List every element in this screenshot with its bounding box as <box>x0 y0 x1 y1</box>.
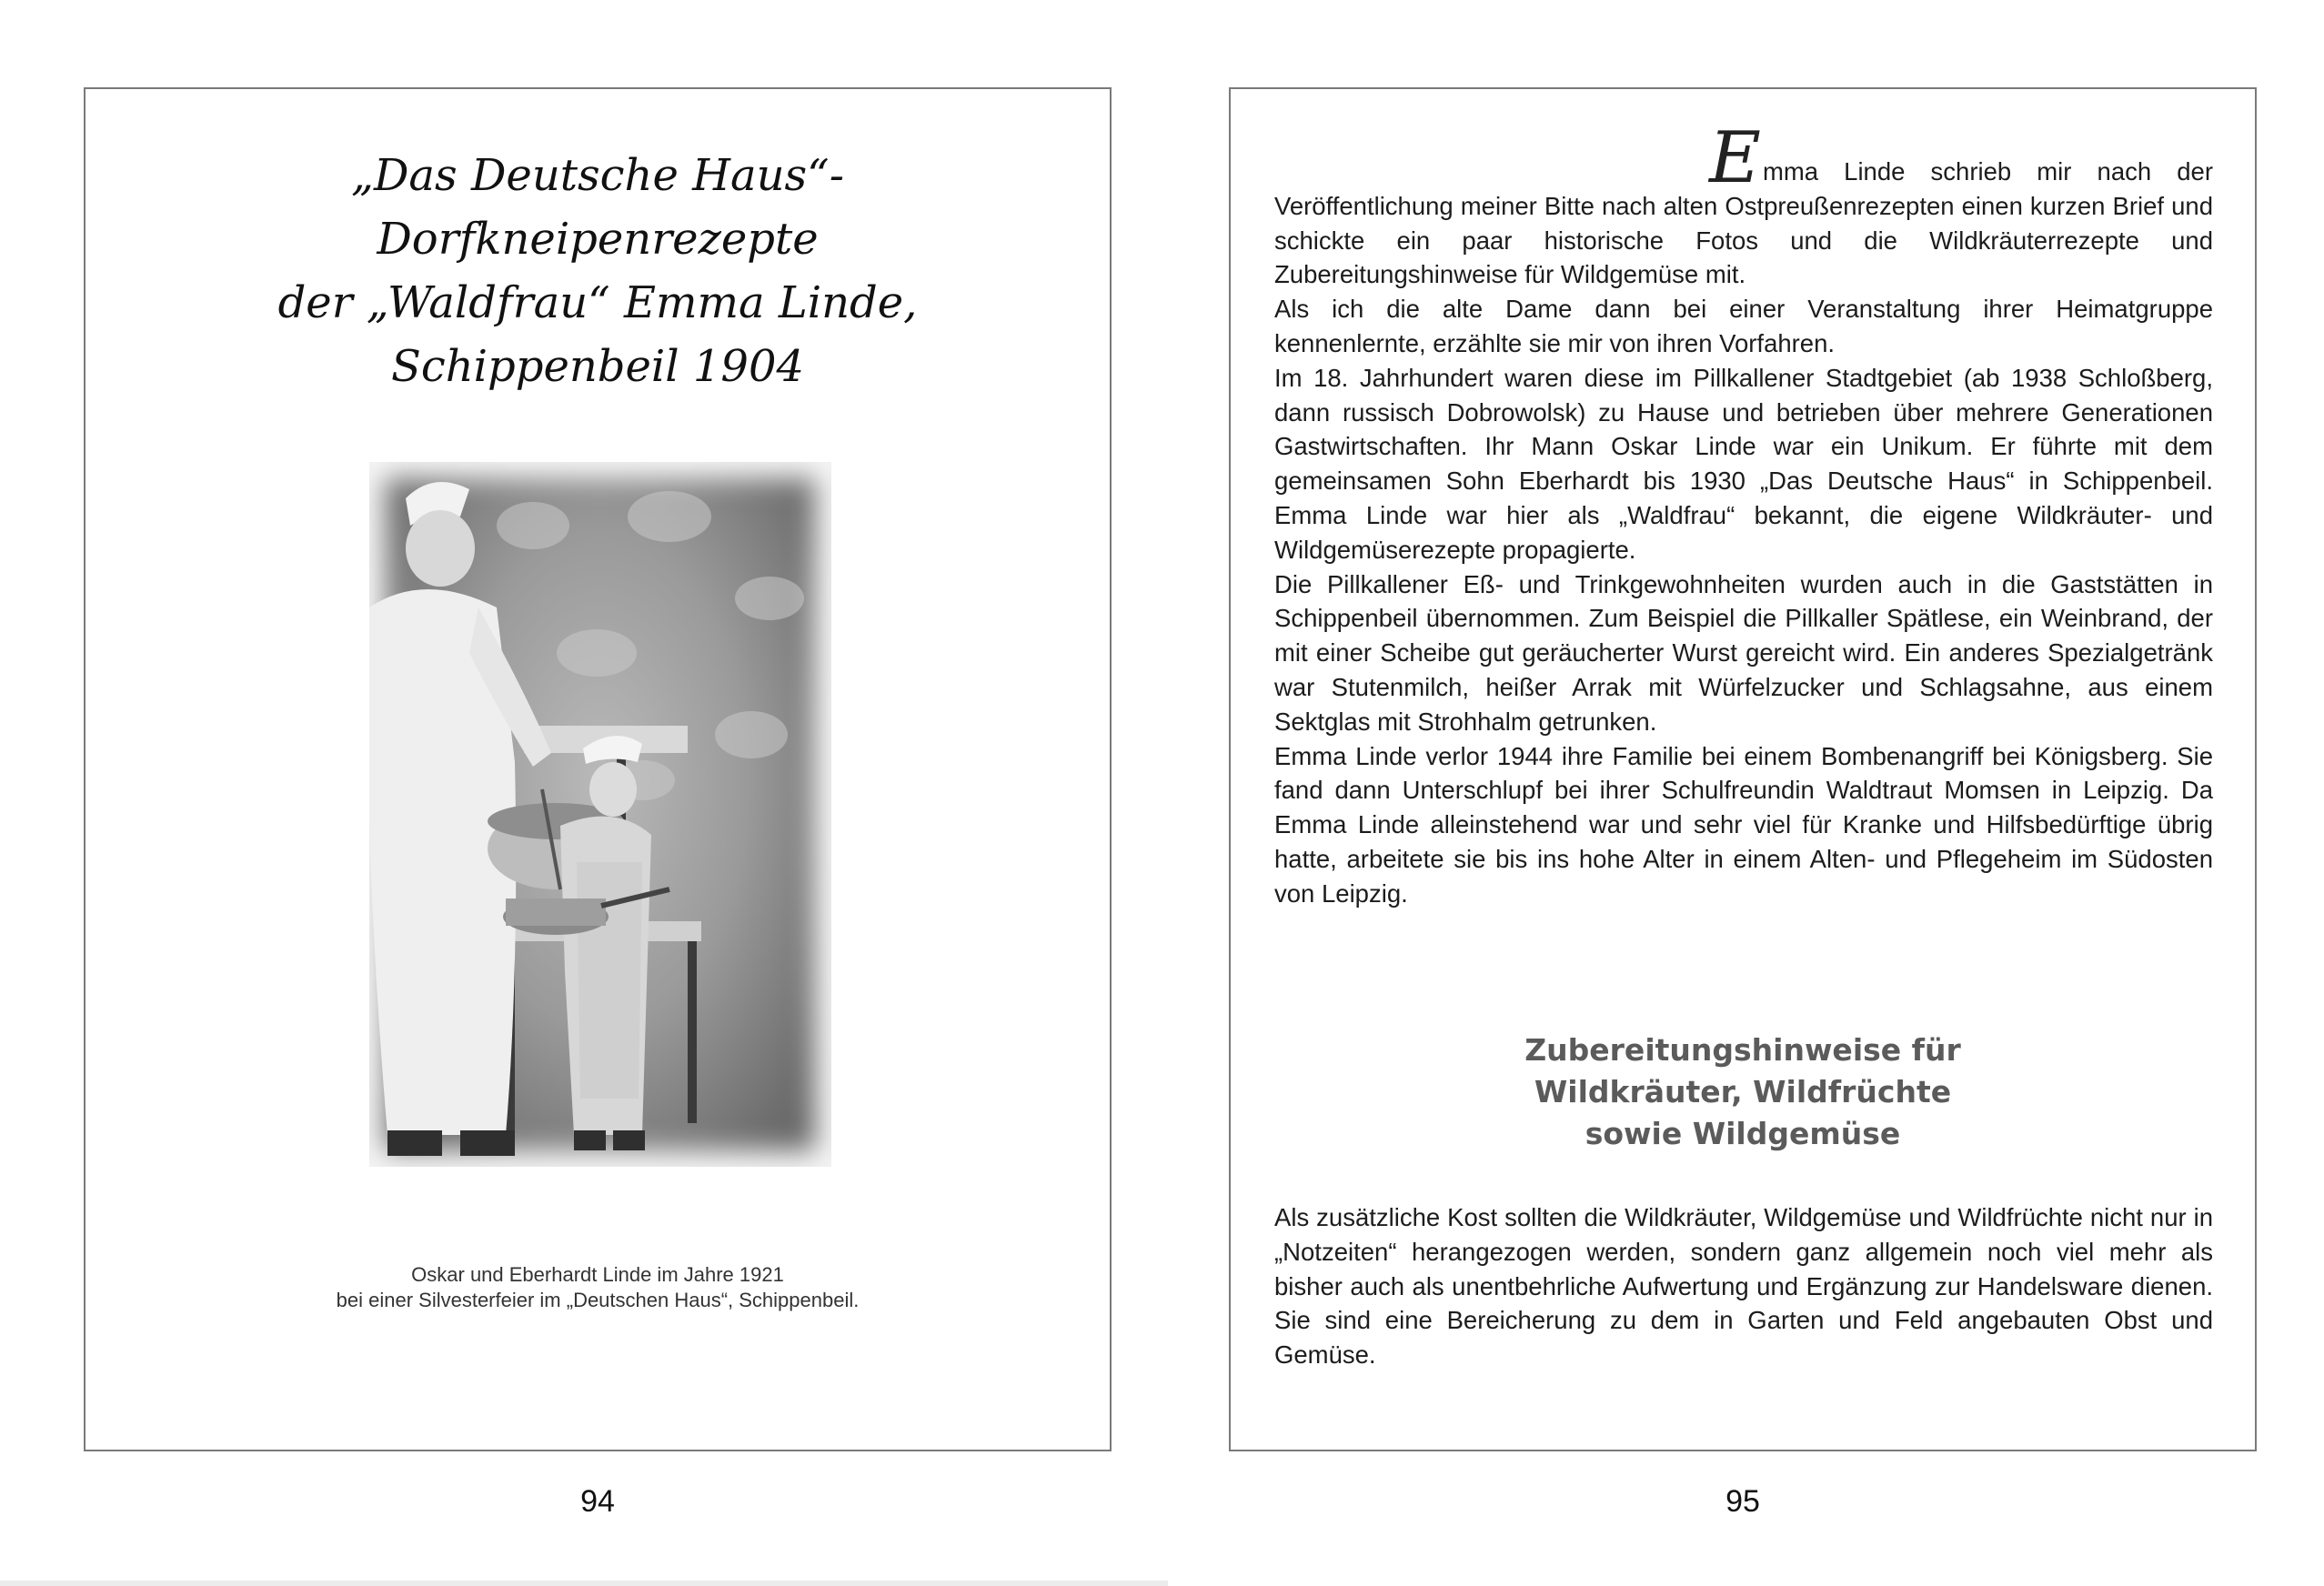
historic-photo <box>369 462 831 1167</box>
section-heading-line: Zubereitungshinweise für <box>1524 1032 1961 1068</box>
outro-text <box>1274 1200 2213 1372</box>
section-heading-line: Wildkräuter, Wildfrüchte <box>1534 1074 1952 1109</box>
bottom-divider <box>0 1581 1168 1586</box>
chapter-title-line: der „Waldfrau“ Emma Linde, <box>277 277 918 328</box>
paragraph: Im 18. Jahrhundert waren diese im Pillkallener Stadtgebiet (ab 1938 Schloßberg, dann russisch Dobrowolsk) zu Hause und betrieben über mehrere Generationen Gastwirtschaften. Ihr Mann Oskar Linde war ein Unikum. Er führte mit dem gemeinsamen Sohn Eberhardt bis 1930 „Das Deutsche Haus“ in Schippenbeil. Emma Linde war hier als „Waldfrau“ bekannt, die eigene Wildkräuter- und Wildgemüserezepte propagierte. <box>1274 363 2213 564</box>
chapter-title <box>86 144 1110 398</box>
photo-kitchen-two-cooks-icon <box>369 462 831 1167</box>
section-heading-line: sowie Wildgemüse <box>1585 1116 1901 1151</box>
paragraph-text: mma Linde schrieb mir nach der Veröffentlichung meiner Bitte nach alten Ostpreußenrezepten einen kurzen Brief und schickte ein paar historische Fotos und die Wildkräuterrezepte und Zubereitungshinweise für Wildgemüse mit. <box>1274 157 2213 289</box>
caption-line: bei einer Silvesterfeier im „Deutschen Haus“, Schippenbeil. <box>336 1289 860 1311</box>
photo-caption <box>86 1262 1110 1313</box>
chapter-title-line: Schippenbeil 1904 <box>390 341 805 392</box>
drop-cap: E <box>1709 117 1761 199</box>
caption-line: Oskar und Eberhardt Linde im Jahre 1921 <box>411 1263 784 1286</box>
paragraph: Die Pillkallener Eß- und Trinkgewohnheiten wurden auch in die Gaststätten in Schippenbeil übernommen. Zum Beispiel die Pillkaller Spätlese, ein Weinbrand, der mit einer Scheibe gut geräucherter Wurst gereicht wird. Ein anderes Spezialgetränk war Stutenmilch, heißer Arrak mit Würfelzucker und Schlagsahne, aus einem Sektglas mit Strohhalm getrunken. <box>1274 569 2213 736</box>
intro-text <box>1274 117 2213 911</box>
right-page <box>1229 87 2257 1451</box>
chapter-title-line: „Das Deutsche Haus“- <box>351 150 844 201</box>
paragraph: Als zusätzliche Kost sollten die Wildkräuter, Wildgemüse und Wildfrüchte nicht nur in „Notzeiten“ herangezogen werden, sondern ganz allgemein noch viel mehr als bisher auch als unentbehrliche Aufwertung und Ergänzung zur Handelsware dienen. Sie sind eine Bereicherung zu dem in Garten und Feld angebauten Obst und Gemüse. <box>1274 1203 2213 1370</box>
left-page <box>84 87 1112 1451</box>
paragraph: Als ich die alte Dame dann bei einer Veranstaltung ihrer Heimatgruppe kennenlernte, erzählte sie mir von ihren Vorfahren. <box>1274 295 2213 357</box>
page-number: 94 <box>580 1484 615 1519</box>
paragraph: Emma Linde verlor 1944 ihre Familie bei einem Bombenangriff bei Königsberg. Sie fand dann Unterschlupf bei ihrer Schulfreundin Waldtraut Momsen in Leipzig. Da Emma Linde alleinstehend war und sehr viel für Kranke und Hilfsbedürftige übrig hatte, arbeitete sie bis ins hohe Alter in einem Alten- und Pflegeheim im Südosten von Leipzig. <box>1274 741 2213 908</box>
chapter-title-line: Dorfkneipenrezepte <box>377 214 819 265</box>
section-heading <box>1231 1029 2255 1155</box>
paragraph <box>1274 117 2213 292</box>
page-number: 95 <box>1725 1484 1760 1519</box>
